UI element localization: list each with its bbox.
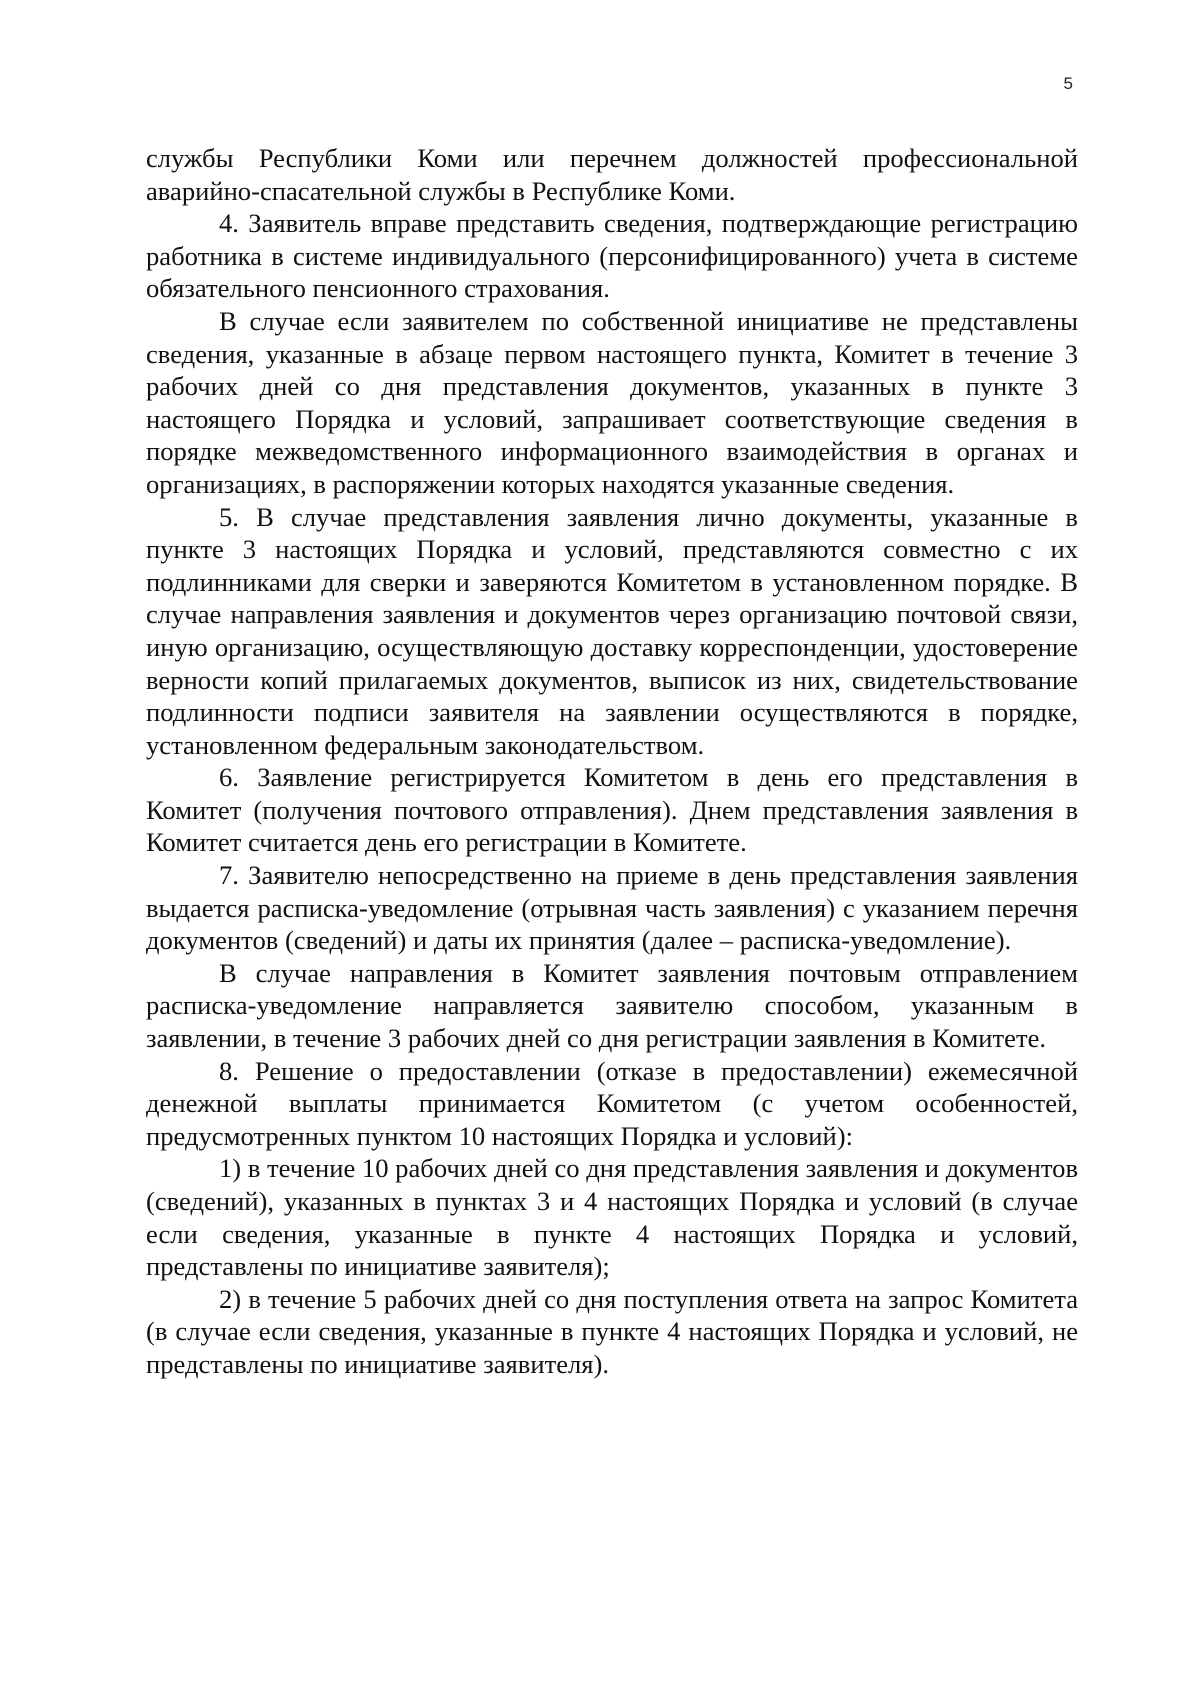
paragraph-item-6: 6. Заявление регистрируется Комитетом в день его представления в Комитет (получения почтового отправления). Днем представления заявления в Комитет считается день его регистрации в Комитете. — [146, 762, 1078, 858]
paragraph-item-4: 4. Заявитель вправе представить сведения, подтверждающие регистрацию работника в системе индивидуального (персонифицированного) учета в системе обязательного пенсионного страхования. — [146, 208, 1078, 304]
paragraph-item-4-subparagraph: В случае если заявителем по собственной инициативе не представлены сведения, указанные в абзаце первом настоящего пункта, Комитет в течение 3 рабочих дней со дня представления документов, указанных в пункте 3 настоящего Порядка и условий, запрашивает соответствующие сведения в порядке межведомственного информационного взаимодействия в органах и организациях, в распоряжении которых находятся указанные сведения. — [146, 305, 1078, 499]
document-body — [146, 142, 1078, 1381]
paragraph-item-5: 5. В случае представления заявления лично документы, указанные в пункте 3 настоящих Порядка и условий, представляются совместно с их подлинниками для сверки и заверяются Комитетом в установленном порядке. В случае направления заявления и документов через организацию почтовой связи, иную организацию, осуществляющую доставку корреспонденции, удостоверение верности копий прилагаемых документов, выписок из них, свидетельствование подлинности подписи заявителя на заявлении осуществляются в порядке, установленном федеральным законодательством. — [146, 501, 1078, 760]
paragraph-item-8-subitem-1: 1) в течение 10 рабочих дней со дня представления заявления и документов (сведений), указанных в пунктах 3 и 4 настоящих Порядка и условий (в случае если сведения, указанные в пункте 4 настоящих Порядка и условий, представлены по инициативе заявителя); — [146, 1153, 1078, 1282]
paragraph-item-8-subitem-2: 2) в течение 5 рабочих дней со дня поступления ответа на запрос Комитета (в случае если сведения, указанные в пункте 4 настоящих Порядка и условий, не представлены по инициативе заявителя). — [146, 1283, 1078, 1379]
paragraph-item-7: 7. Заявителю непосредственно на приеме в день представления заявления выдается расписка-уведомление (отрывная часть заявления) с указанием перечня документов (сведений) и даты их принятия (далее – расписка-уведомление). — [146, 860, 1078, 956]
paragraph-item-8: 8. Решение о предоставлении (отказе в предоставлении) ежемесячной денежной выплаты принимается Комитетом (с учетом особенностей, предусмотренных пунктом 10 настоящих Порядка и условий): — [146, 1055, 1078, 1151]
paragraph-item-7-subparagraph: В случае направления в Комитет заявления почтовым отправлением расписка-уведомление направляется заявителю способом, указанным в заявлении, в течение 3 рабочих дней со дня регистрации заявления в Комитете. — [146, 957, 1078, 1054]
page-number: 5 — [1063, 74, 1073, 93]
paragraph-continuation: службы Республики Коми или перечнем должностей профессиональной аварийно-спасательной службы в Республике Коми. — [146, 143, 1078, 206]
